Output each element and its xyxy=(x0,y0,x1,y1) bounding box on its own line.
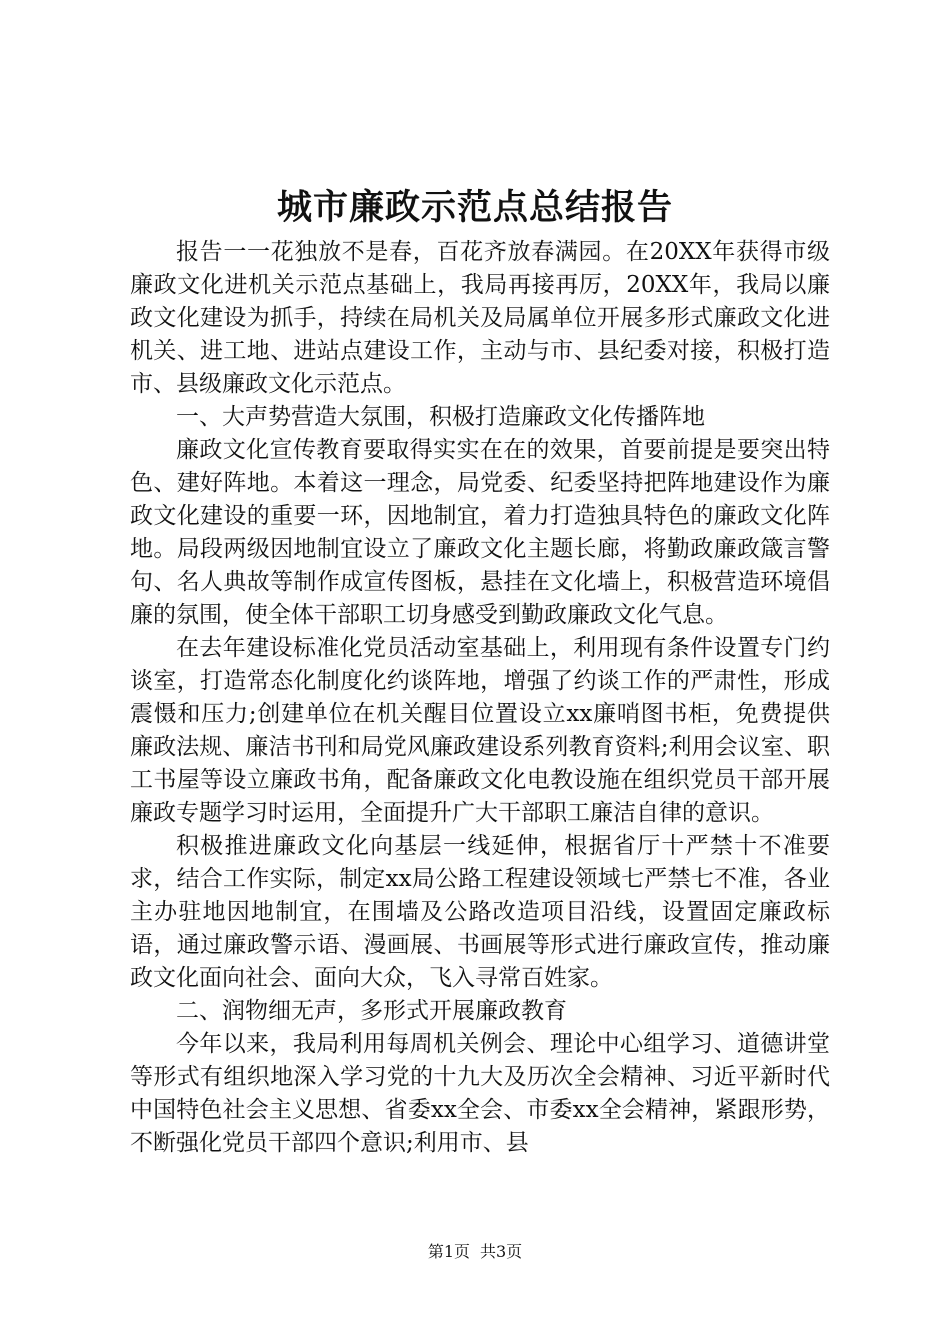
paragraph: 积极推进廉政文化向基层一线延伸，根据省厅十严禁十不准要求，结合工作实际，制定xx局公路工程建设领域七严禁七不准，各业主办驻地因地制宜，在围墙及公路改造项目沿线，设置固定廉政标语，通过廉政警示语、漫画展、书画展等形式进行廉政宣传，推动廉政文化面向社会、面向大众，飞入寻常百姓家。 xyxy=(130,833,830,991)
page-count: 共3页 xyxy=(480,1242,523,1261)
section-heading-1: 一、大声势营造大氛围，积极打造廉政文化传播阵地 xyxy=(176,404,705,430)
page-footer xyxy=(0,1240,950,1264)
page-number: 第1页 xyxy=(427,1242,470,1261)
paragraph: 廉政文化宣传教育要取得实实在在的效果，首要前提是要突出特色、建好阵地。本着这一理念，局党委、纪委坚持把阵地建设作为廉政文化建设的重要一环，因地制宜，着力打造独具特色的廉政文化阵地。局段两级因地制宜设立了廉政文化主题长廊，将勤政廉政箴言警句、名人典故等制作成宣传图板，悬挂在文化墙上，积极营造环境倡廉的氛围，使全体干部职工切身感受到勤政廉政文化气息。 xyxy=(130,437,830,628)
paragraph: 在去年建设标准化党员活动室基础上，利用现有条件设置专门约谈室，打造常态化制度化约谈阵地，增强了约谈工作的严肃性，形成震慑和压力;创建单位在机关醒目位置设立xx廉哨图书柜，免费提供廉政法规、廉洁书刊和局党风廉政建设系列教育资料;利用会议室、职工书屋等设立廉政书角，配备廉政文化电教设施在组织党员干部开展廉政专题学习时运用，全面提升广大干部职工廉洁自律的意识。 xyxy=(130,635,830,826)
document-body xyxy=(130,236,830,1160)
paragraph-intro: 报告一一花独放不是春，百花齐放春满园。在20XX年获得市级廉政文化进机关示范点基础上，我局再接再厉，20XX年，我局以廉政文化建设为抓手，持续在局机关及局属单位开展多形式廉政文化进机关、进工地、进站点建设工作，主动与市、县纪委对接，积极打造市、县级廉政文化示范点。 xyxy=(130,239,830,397)
section-heading-2: 二、润物细无声，多形式开展廉政教育 xyxy=(176,998,567,1024)
document-title: 城市廉政示范点总结报告 xyxy=(276,187,673,228)
paragraph: 今年以来，我局利用每周机关例会、理论中心组学习、道德讲堂等形式有组织地深入学习党的十九大及历次全会精神、习近平新时代中国特色社会主义思想、省委xx全会、市委xx全会精神，紧跟形势，不断强化党员干部四个意识;利用市、县 xyxy=(130,1031,830,1156)
